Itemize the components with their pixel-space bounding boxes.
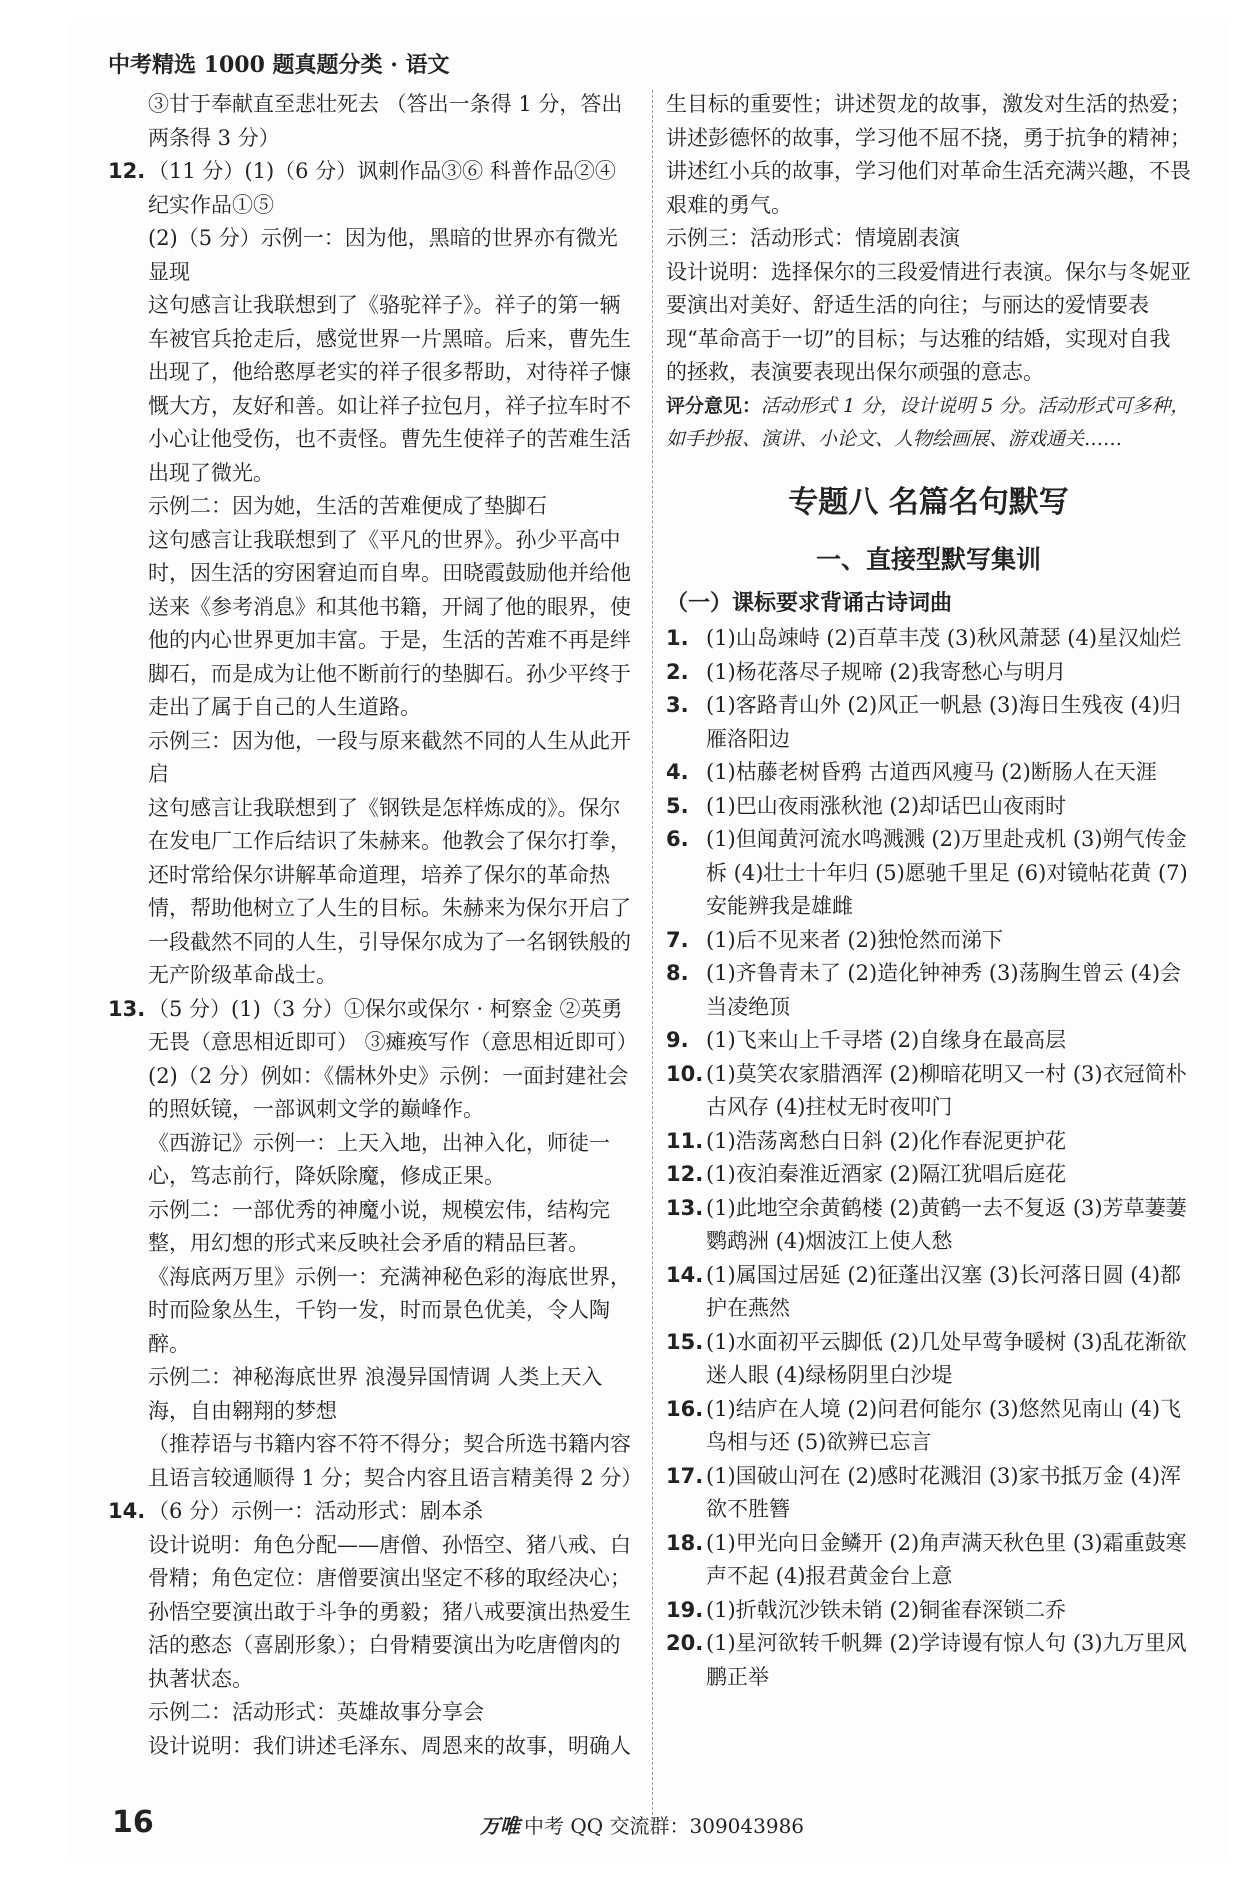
answer-item <box>666 1460 1191 1527</box>
paragraph: （5 分）(1)（3 分）①保尔或保尔 · 柯察金 ②英勇无畏（意思相近即可） ③瘫痪写作（意思相近即可） <box>148 996 638 1054</box>
answer-number: 17. <box>666 1463 704 1488</box>
answer-text: (1)后不见来者 (2)独怆然而涕下 <box>706 927 1004 952</box>
answer-text: (1)飞来山上千寻塔 (2)自缘身在最高层 <box>706 1028 1067 1052</box>
topic-title: 专题八 名篇名句默写 <box>788 484 1069 520</box>
paragraph: 示例二：一部优秀的神魔小说，规模宏伟，结构完整，用幻想的形式来反映社会矛盾的精品巨著。 <box>148 1197 610 1255</box>
answer-number: 6. <box>666 827 689 851</box>
paragraph: 《西游记》示例一：上天入地，出神入化，师徒一心，笃志前行，降妖除魔，修成正果。 <box>148 1130 610 1188</box>
answer-text: (1)属国过居延 (2)征蓬出汉塞 (3)长河落日圆 (4)都护在燕然 <box>706 1262 1182 1320</box>
answer-number: 8. <box>666 961 689 985</box>
answer-number: 5. <box>666 793 689 818</box>
answer-item <box>666 1259 1191 1326</box>
answer-text: (1)星河欲转千帆舞 (2)学诗谩有惊人句 (3)九万里风鹏正举 <box>706 1631 1187 1689</box>
paragraph: 这句感言让我联想到了《平凡的世界》。孙少平高中时，因生活的穷困窘迫而自卑。田晓霞鼓励他并给他送来《参考消息》和其他书籍，开阔了他的眼界，使他的内心世界更加丰富。于是，生活的苦难不再是绊脚石，而是成为让他不断前行的垫脚石。孙少平终于走出了属于自己的人生道路。 <box>148 527 631 719</box>
answer-text: (1)但闻黄河流水鸣溅溅 (2)万里赴戎机 (3)朔气传金柝 (4)壮士十年归 (5)愿驰千里足 (6)对镜帖花黄 (7)安能辨我是雄雌 <box>706 827 1188 918</box>
answer-number: 10. <box>666 1061 704 1086</box>
answer-item <box>666 1393 1191 1460</box>
section-title: 一、直接型默写集训 <box>815 544 1041 574</box>
answer-item <box>666 1627 1191 1694</box>
footer-text: 中考 QQ 交流群：309043986 <box>524 1814 805 1838</box>
paragraph: （推荐语与书籍内容不符不得分；契合所选书籍内容且语言较通顺得 1 分；契合内容且语言精美得 2 分） <box>148 1432 643 1490</box>
answer-item <box>666 823 1191 924</box>
answer-text: (1)水面初平云脚低 (2)几处早莺争暖树 (3)乱花渐欲迷人眼 (4)绿杨阴里白沙堤 <box>706 1329 1187 1387</box>
answer-item <box>666 1527 1191 1594</box>
answer-text: (1)莫笑农家腊酒浑 (2)柳暗花明又一村 (3)衣冠简朴古风存 (4)拄杖无时夜叩门 <box>706 1061 1187 1119</box>
answer-text: (1)结庐在人境 (2)问君何能尔 (3)悠然见南山 (4)飞鸟相与还 (5)欲辨已忘言 <box>706 1396 1182 1454</box>
answer-number: 19. <box>666 1597 704 1622</box>
answer-text: (1)巴山夜雨涨秋池 (2)却话巴山夜雨时 <box>706 793 1067 818</box>
paragraph: 示例二：因为她，生活的苦难便成了垫脚石 <box>148 494 547 518</box>
column-divider <box>652 90 653 1820</box>
question-number: 12. <box>108 159 146 183</box>
answer-item <box>666 1192 1191 1259</box>
answer-item <box>666 1058 1191 1125</box>
paragraph: （6 分）示例一：活动形式：剧本杀 <box>148 1499 484 1523</box>
answer-number: 3. <box>666 693 689 717</box>
page-header: 中考精选 1000 题真题分类 · 语文 <box>108 52 450 78</box>
paragraph: (2)（5 分）示例一：因为他，黑暗的世界亦有微光显现 <box>148 226 618 284</box>
answer-number: 20. <box>666 1631 704 1655</box>
answer-number: 11. <box>666 1128 704 1153</box>
answer-item <box>666 1024 1191 1058</box>
answer-item <box>666 1125 1191 1159</box>
answer-text: (1)客路青山外 (2)风正一帆悬 (3)海日生残夜 (4)归雁洛阳边 <box>706 693 1182 751</box>
paragraph: 生目标的重要性；讲述贺龙的故事，激发对生活的热爱；讲述彭德怀的故事，学习他不屈不挠，勇于抗争的精神；讲述红小兵的故事，学习他们对革命生活充满兴趣，不畏艰难的勇气。 <box>666 92 1191 217</box>
footer <box>480 1810 804 1839</box>
paragraph: （11 分）(1)（6 分）讽刺作品③⑥ 科普作品②④ 纪实作品①⑤ <box>148 159 616 217</box>
paragraph: 示例三：活动形式：情境剧表演 <box>666 226 960 250</box>
intro-line: ③甘于奉献直至悲壮死去 （答出一条得 1 分，答出两条得 3 分） <box>148 92 623 150</box>
paragraph: 这句感言让我联想到了《钢铁是怎样炼成的》。保尔在发电厂工作后结识了朱赫来。他教会了保尔打拳，还时常给保尔讲解革命道理，培养了保尔的革命热情，帮助他树立了人生的目标。朱赫来为保尔开启了一段截然不同的人生，引导保尔成为了一名钢铁般的无产阶级革命战士。 <box>148 795 631 987</box>
question-number: 14. <box>108 1499 146 1523</box>
answer-item <box>666 622 1191 656</box>
answer-list <box>666 622 1191 1694</box>
paragraph: (2)（2 分）例如：《儒林外史》示例：一面封建社会的照妖镜，一部讽刺文学的巅峰作。 <box>148 1063 629 1121</box>
answer-text: (1)国破山河在 (2)感时花溅泪 (3)家书抵万金 (4)浑欲不胜簪 <box>706 1463 1182 1521</box>
answer-item <box>666 1326 1191 1393</box>
left-column <box>108 88 643 1763</box>
paragraph: 设计说明：选择保尔的三段爱情进行表演。保尔与冬妮亚要演出对美好、舒适生活的向往；与丽达的爱情要表现“革命高于一切”的目标；与达雅的结婚，实现对自我的拯救，表演要表现出保尔顽强的意志。 <box>666 259 1191 384</box>
subsection-title: （一）课标要求背诵古诗词曲 <box>666 589 953 616</box>
answer-number: 1. <box>666 626 689 650</box>
answer-text: (1)折戟沉沙铁未销 (2)铜雀春深锁二乔 <box>706 1597 1067 1622</box>
paragraph: 示例二：活动形式：英雄故事分享会 <box>148 1700 484 1724</box>
answer-item <box>666 790 1191 824</box>
answer-number: 4. <box>666 760 689 784</box>
answer-number: 18. <box>666 1530 704 1555</box>
answer-number: 12. <box>666 1162 704 1186</box>
paragraph: 示例三：因为他，一段与原来截然不同的人生从此开启 <box>148 728 631 786</box>
answer-text: (1)齐鲁青未了 (2)造化钟神秀 (3)荡胸生曾云 (4)会当凌绝顶 <box>706 961 1182 1019</box>
scoring-note-text: 活动形式 1 分，设计说明 5 分。活动形式可多种，如手抄报、演讲、小论文、人物绘画展、游戏通关…… <box>666 394 1190 450</box>
answer-number: 16. <box>666 1396 704 1421</box>
question-number: 13. <box>108 996 146 1021</box>
paragraph: 《海底两万里》示例一：充满神秘色彩的海底世界，时而险象丛生，千钧一发，时而景色优美，令人陶醉。 <box>148 1264 631 1356</box>
answer-item <box>666 656 1191 690</box>
answer-number: 14. <box>666 1262 704 1287</box>
question-13 <box>108 993 643 1496</box>
answer-number: 7. <box>666 927 689 952</box>
scoring-note-label: 评分意见： <box>666 394 762 417</box>
paragraph: 设计说明：角色分配——唐僧、孙悟空、猪八戒、白骨精；角色定位：唐僧要演出坚定不移的取经决心；孙悟空要演出敢于斗争的勇毅；猪八戒要演出热爱生活的憨态（喜剧形象）；白骨精要演出为吃唐僧肉的执著状态。 <box>148 1532 631 1691</box>
answer-text: (1)此地空余黄鹤楼 (2)黄鹤一去不复返 (3)芳草萋萋鹦鹉洲 (4)烟波江上使人愁 <box>706 1195 1187 1253</box>
answer-text: (1)浩荡离愁白日斜 (2)化作春泥更护花 <box>706 1128 1067 1153</box>
answer-number: 9. <box>666 1028 689 1052</box>
answer-number: 13. <box>666 1195 704 1220</box>
answer-text: (1)甲光向日金鳞开 (2)角声满天秋色里 (3)霜重鼓寒声不起 (4)报君黄金台上意 <box>706 1530 1187 1588</box>
answer-item <box>666 1594 1191 1628</box>
answer-text: (1)杨花落尽子规啼 (2)我寄愁心与明月 <box>706 659 1067 684</box>
answer-text: (1)枯藤老树昏鸦 古道西风瘦马 (2)断肠人在天涯 <box>706 760 1157 784</box>
page-number: 16 <box>112 1805 154 1840</box>
paragraph: 示例二：神秘海底世界 浪漫异国情调 人类上天入海，自由翱翔的梦想 <box>148 1365 603 1423</box>
answer-item <box>666 1158 1191 1192</box>
answer-text: (1)夜泊秦淮近酒家 (2)隔江犹唱后庭花 <box>706 1162 1067 1186</box>
paragraph: 这句感言让我联想到了《骆驼祥子》。祥子的第一辆车被官兵抢走后，感觉世界一片黑暗。后来，曹先生出现了，他给憨厚老实的祥子很多帮助，对待祥子慷慨大方，友好和善。如让祥子拉包月，祥子拉车时不小心让他受伤，也不责怪。曹先生使祥子的苦难生活出现了微光。 <box>148 293 631 485</box>
question-14 <box>108 1495 638 1763</box>
paragraph: 设计说明：我们讲述毛泽东、周恩来的故事，明确人 <box>148 1733 631 1758</box>
scoring-note <box>666 390 1191 457</box>
answer-item <box>666 957 1191 1024</box>
question-12 <box>108 155 638 993</box>
brand-logo: 万唯 <box>480 1814 520 1838</box>
right-column <box>666 88 1191 1694</box>
answer-item <box>666 924 1191 958</box>
answer-text: (1)山岛竦峙 (2)百草丰茂 (3)秋风萧瑟 (4)星汉灿烂 <box>706 626 1182 650</box>
answer-number: 2. <box>666 659 689 684</box>
answer-number: 15. <box>666 1329 704 1354</box>
answer-item <box>666 756 1191 790</box>
answer-item <box>666 689 1191 756</box>
